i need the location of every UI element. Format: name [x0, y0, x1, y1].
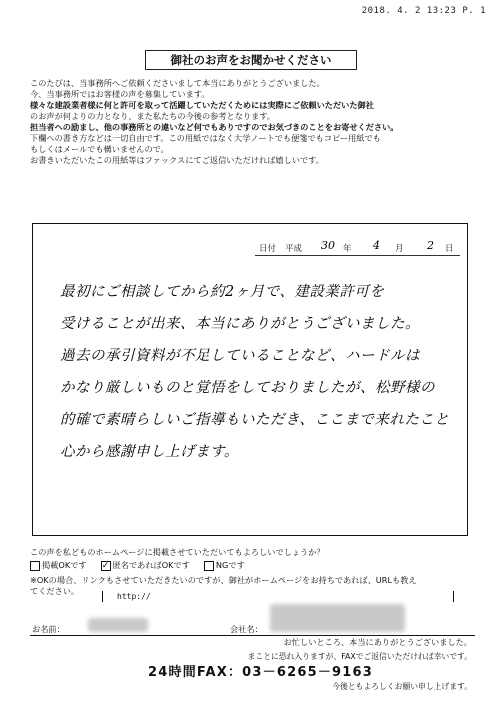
option-label: 掲載OKです [42, 560, 87, 570]
date-label: 日付 [259, 244, 277, 254]
handwriting-line: 過去の承引資料が不足していることなど、ハードルは [60, 348, 420, 364]
redacted-company [270, 604, 405, 632]
intro-text [30, 78, 475, 166]
intro-line: のお声が何よりの力となり、また私たちの今後の参考となります。 [30, 111, 275, 121]
date-month: 4 [373, 239, 380, 252]
intro-line: 様々な建設業者様に何と許可を取って活躍していただくためには実際にご依頼いただいた御社 [30, 100, 374, 110]
handwriting-line: 的確で素晴らしいご指導もいただき、ここまで来れたこと [60, 412, 450, 428]
handwritten-comment [60, 278, 455, 470]
closing-request: まことに恐れ入りますが、FAXでご返信いただければ幸いです。 [247, 652, 472, 661]
link-note-line: ※OKの場合、リンクもさせていただきたいのですが、御社がホームページをお持ちであれば、URLも教え [30, 575, 417, 585]
name-label: お名前： [32, 624, 65, 634]
handwriting-line: 最初にご相談してから約2ヶ月で、建設業許可を [60, 284, 385, 300]
date-day-unit: 日 [445, 244, 454, 254]
consent-question: この声を私どものホームページに掲載させていただいてもよろしいでしょうか？ [30, 547, 325, 557]
closing-thanks: お忙しいところ、本当にありがとうございました。 [283, 637, 472, 647]
option-label: 匿名であればOKです [112, 560, 190, 570]
intro-line: 担当者への励まし、他の事務所との違いなど何でもありですのでお気づきのことをお寄せください。 [30, 122, 399, 132]
intro-line: お書きいただいたこの用紙等はファックスにてご返信いただければ嬉しいです。 [30, 155, 324, 165]
date-month-unit: 月 [395, 244, 404, 254]
date-day: 2 [427, 239, 434, 252]
checkbox-ng[interactable] [204, 561, 214, 571]
page-title: 御社のお声をお聞かせください [145, 50, 357, 70]
option-label: NGです [215, 560, 245, 570]
date-year-unit: 年 [343, 244, 352, 254]
intro-line: 今、当事務所ではお客様の声を募集しています。 [30, 89, 210, 99]
intro-line: 下欄への書き方などは一切自由です。この用紙ではなく大学ノートでも便箋でもコピー用紙でも [30, 133, 381, 143]
checkbox-publish-ok[interactable] [30, 561, 40, 571]
url-field[interactable] [102, 591, 454, 602]
handwriting-line: 受けることが出来、本当にありがとうございました。 [60, 316, 420, 332]
date-year: 30 [321, 239, 335, 252]
fax-header: 2018. 4. 2 13:23 P. 1 [361, 6, 486, 16]
intro-line: このたびは、当事務所へご依頼くださいまして本当にありがとうございました。 [30, 78, 325, 88]
link-note-line: てください。 [30, 586, 80, 596]
url-prefix: http:// [117, 592, 151, 601]
company-label: 会社名： [230, 624, 263, 634]
option-ng[interactable] [204, 560, 245, 571]
date-line [255, 239, 460, 256]
date-era: 平成 [285, 244, 303, 254]
checkbox-anonymous-ok[interactable]: ✓ [101, 560, 110, 571]
option-anonymous-ok[interactable] [101, 560, 190, 571]
option-publish-ok[interactable] [30, 560, 87, 571]
handwriting-line: 心から感謝申し上げます。 [60, 444, 239, 460]
fax-number: 24時間FAX：03－6265－9163 [148, 665, 374, 680]
intro-line: もしくはメールでも構いませんので。 [30, 144, 169, 154]
closing-final: 今後ともよろしくお願い申し上げます。 [332, 682, 472, 691]
consent-options [30, 560, 245, 571]
redacted-name [88, 618, 148, 632]
handwriting-line: かなり厳しいものと覚悟をしておりましたが、松野様の [60, 380, 435, 396]
